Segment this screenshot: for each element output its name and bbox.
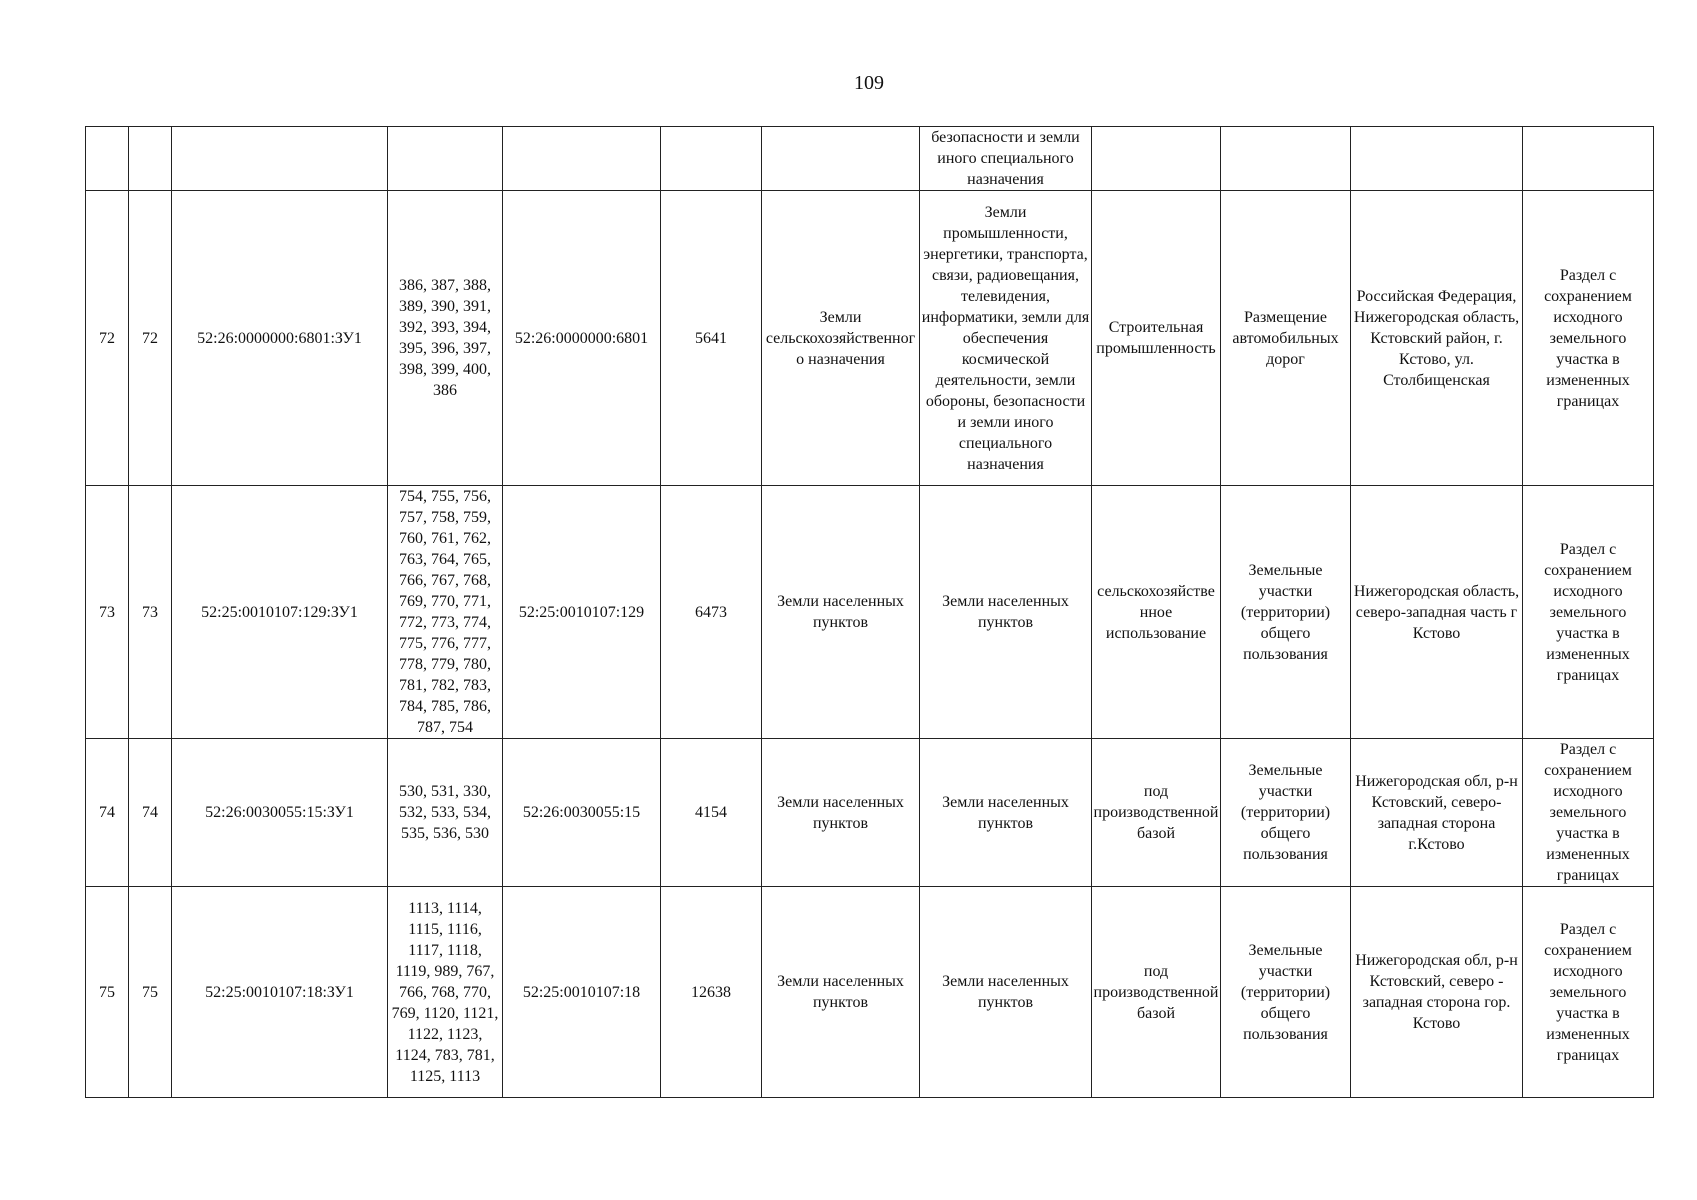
cell-num2: 72 — [129, 191, 172, 486]
land-plot-table — [85, 126, 1654, 1098]
cell-empty — [388, 127, 503, 191]
cell-empty — [86, 127, 129, 191]
cell-category-after: Земли населенных пунктов — [920, 486, 1092, 739]
cell-category-before: Земли сельскохозяйственного назначения — [762, 191, 920, 486]
cell-source-cadastral: 52:26:0000000:6801 — [503, 191, 661, 486]
cell-method: Раздел с сохранением исходного земельного участка в измененных границах — [1523, 486, 1654, 739]
cell-category-continued: безопасности и земли иного специального назначения — [920, 127, 1092, 191]
cell-category-before: Земли населенных пунктов — [762, 739, 920, 887]
cell-use-before: под производственной базой — [1092, 739, 1221, 887]
table-row — [86, 887, 1654, 1098]
cell-new-cadastral: 52:25:0010107:18:ЗУ1 — [172, 887, 388, 1098]
cell-num2: 75 — [129, 887, 172, 1098]
cell-new-cadastral: 52:25:0010107:129:ЗУ1 — [172, 486, 388, 739]
cell-num: 72 — [86, 191, 129, 486]
cell-use-after: Земельные участки (территории) общего пользования — [1221, 739, 1351, 887]
cell-empty — [129, 127, 172, 191]
cell-area: 6473 — [661, 486, 762, 739]
cell-address: Нижегородская обл, р-н Кстовский, северо - западная сторона гор. Кстово — [1351, 887, 1523, 1098]
cell-points: 754, 755, 756, 757, 758, 759, 760, 761, 762, 763, 764, 765, 766, 767, 768, 769, 770, 771, 772, 773, 774, 775, 776, 777, 778, 779, 780, 781, 782, 783, 784, 785, 786, 787, 754 — [388, 486, 503, 739]
table-row-continuation — [86, 127, 1654, 191]
cell-address: Нижегородская область, северо-западная часть г Кстово — [1351, 486, 1523, 739]
cell-new-cadastral: 52:26:0030055:15:ЗУ1 — [172, 739, 388, 887]
cell-new-cadastral: 52:26:0000000:6801:ЗУ1 — [172, 191, 388, 486]
cell-area: 4154 — [661, 739, 762, 887]
cell-category-after: Земли населенных пунктов — [920, 887, 1092, 1098]
cell-empty — [1523, 127, 1654, 191]
cell-category-before: Земли населенных пунктов — [762, 486, 920, 739]
cell-use-before: под производственной базой — [1092, 887, 1221, 1098]
cell-source-cadastral: 52:25:0010107:129 — [503, 486, 661, 739]
cell-empty — [172, 127, 388, 191]
cell-category-after: Земли населенных пунктов — [920, 739, 1092, 887]
table-row — [86, 739, 1654, 887]
cell-source-cadastral: 52:26:0030055:15 — [503, 739, 661, 887]
cell-address: Российская Федерация, Нижегородская область, Кстовский район, г. Кстово, ул. Столбищенская — [1351, 191, 1523, 486]
cell-use-before: сельскохозяйственное использование — [1092, 486, 1221, 739]
cell-category-after: Земли промышленности, энергетики, транспорта, связи, радиовещания, телевидения, информатики, земли для обеспечения космической деятельности, земли обороны, безопасности и земли иного специального назначения — [920, 191, 1092, 486]
cell-points: 386, 387, 388, 389, 390, 391, 392, 393, 394, 395, 396, 397, 398, 399, 400, 386 — [388, 191, 503, 486]
cell-points: 530, 531, 330, 532, 533, 534, 535, 536, 530 — [388, 739, 503, 887]
cell-empty — [503, 127, 661, 191]
cell-points: 1113, 1114, 1115, 1116, 1117, 1118, 1119, 989, 767, 766, 768, 770, 769, 1120, 1121, 1122, 1123, 1124, 783, 781, 1125, 1113 — [388, 887, 503, 1098]
cell-empty — [1221, 127, 1351, 191]
cell-source-cadastral: 52:25:0010107:18 — [503, 887, 661, 1098]
cell-use-before: Строительная промышленность — [1092, 191, 1221, 486]
cell-area: 5641 — [661, 191, 762, 486]
table-row — [86, 191, 1654, 486]
cell-use-after: Размещение автомобильных дорог — [1221, 191, 1351, 486]
cell-num2: 73 — [129, 486, 172, 739]
cell-method: Раздел с сохранением исходного земельного участка в измененных границах — [1523, 739, 1654, 887]
cell-num: 73 — [86, 486, 129, 739]
cell-num: 75 — [86, 887, 129, 1098]
cell-empty — [1351, 127, 1523, 191]
cell-method: Раздел с сохранением исходного земельного участка в измененных границах — [1523, 887, 1654, 1098]
page-number: 109 — [854, 72, 884, 94]
cell-use-after: Земельные участки (территории) общего пользования — [1221, 486, 1351, 739]
cell-num2: 74 — [129, 739, 172, 887]
cell-empty — [762, 127, 920, 191]
cell-empty — [1092, 127, 1221, 191]
cell-use-after: Земельные участки (территории) общего пользования — [1221, 887, 1351, 1098]
cell-empty — [661, 127, 762, 191]
cell-num: 74 — [86, 739, 129, 887]
cell-method: Раздел с сохранением исходного земельного участка в измененных границах — [1523, 191, 1654, 486]
cell-area: 12638 — [661, 887, 762, 1098]
cell-category-before: Земли населенных пунктов — [762, 887, 920, 1098]
cell-address: Нижегородская обл, р-н Кстовский, северо-западная сторона г.Кстово — [1351, 739, 1523, 887]
table-row — [86, 486, 1654, 739]
